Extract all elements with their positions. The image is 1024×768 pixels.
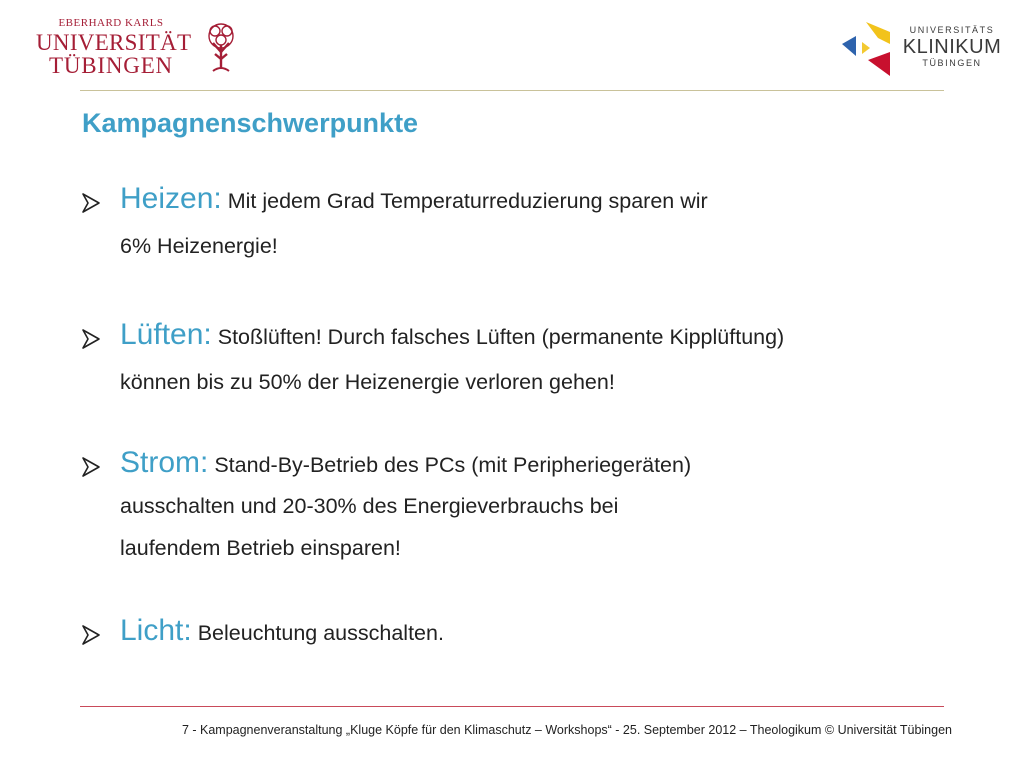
bullet-term: Lüften: [120,318,212,351]
bullet-continuation: 6% Heizenergie! [120,234,278,258]
header-divider [80,90,944,91]
bullet-first-line [120,614,444,648]
klinikum-logo [840,20,1004,80]
klinikum-red-shape [868,52,890,76]
bullet-text: Beleuchtung ausschalten. [197,621,444,645]
university-logo-line2: UNIVERSITÄT [36,30,192,55]
footer-divider [80,706,944,707]
arrowhead-bullet-icon [80,624,102,646]
bullet-continuation: ausschalten und 20-30% des Energieverbrauchs bei [120,494,619,518]
bullet-first-line [120,182,708,216]
bullet-first-line [120,318,784,352]
klinikum-logo-line2: KLINIKUM [902,36,1002,58]
arrowhead-bullet-icon [80,192,102,214]
bullet-term: Strom: [120,446,209,479]
bullet-first-line [120,446,691,480]
klinikum-wordmark [902,26,1002,68]
arrowhead-bullet-icon [80,456,102,478]
bullet-continuation: können bis zu 50% der Heizenergie verloren gehen! [120,370,615,394]
arrowhead-bullet-icon [80,328,102,350]
university-logo-line1: EBERHARD KARLS [58,17,164,29]
klinikum-yellow-shape [866,22,890,44]
klinikum-logo-line1: UNIVERSITÄTS [909,25,995,35]
bullet-text: Stoßlüften! Durch falsches Lüften (permanente Kipplüftung) [217,325,785,349]
bullet-term: Heizen: [120,182,222,215]
slide-footer: 7 - Kampagnenveranstaltung „Kluge Köpfe für den Klimaschutz – Workshops“ - 25. September 2012 – Theologikum © Universität Tübingen [181,723,952,737]
university-logo [36,16,246,78]
bullet-text: Stand-By-Betrieb des PCs (mit Peripheriegeräten) [214,453,692,477]
klinikum-arrows-icon [840,20,892,78]
bullet-continuation: laufendem Betrieb einsparen! [120,536,401,560]
slide-title: Kampagnenschwerpunkte [82,108,419,138]
university-logo-line3: TÜBINGEN [49,53,173,78]
klinikum-small-shape [862,42,870,54]
klinikum-logo-line3: TÜBINGEN [922,58,982,68]
bullet-term: Licht: [120,614,192,647]
university-wordmark [36,16,192,78]
klinikum-blue-shape [842,36,856,56]
tree-icon [204,21,238,73]
bullet-text: Mit jedem Grad Temperaturreduzierung sparen wir [227,189,708,213]
